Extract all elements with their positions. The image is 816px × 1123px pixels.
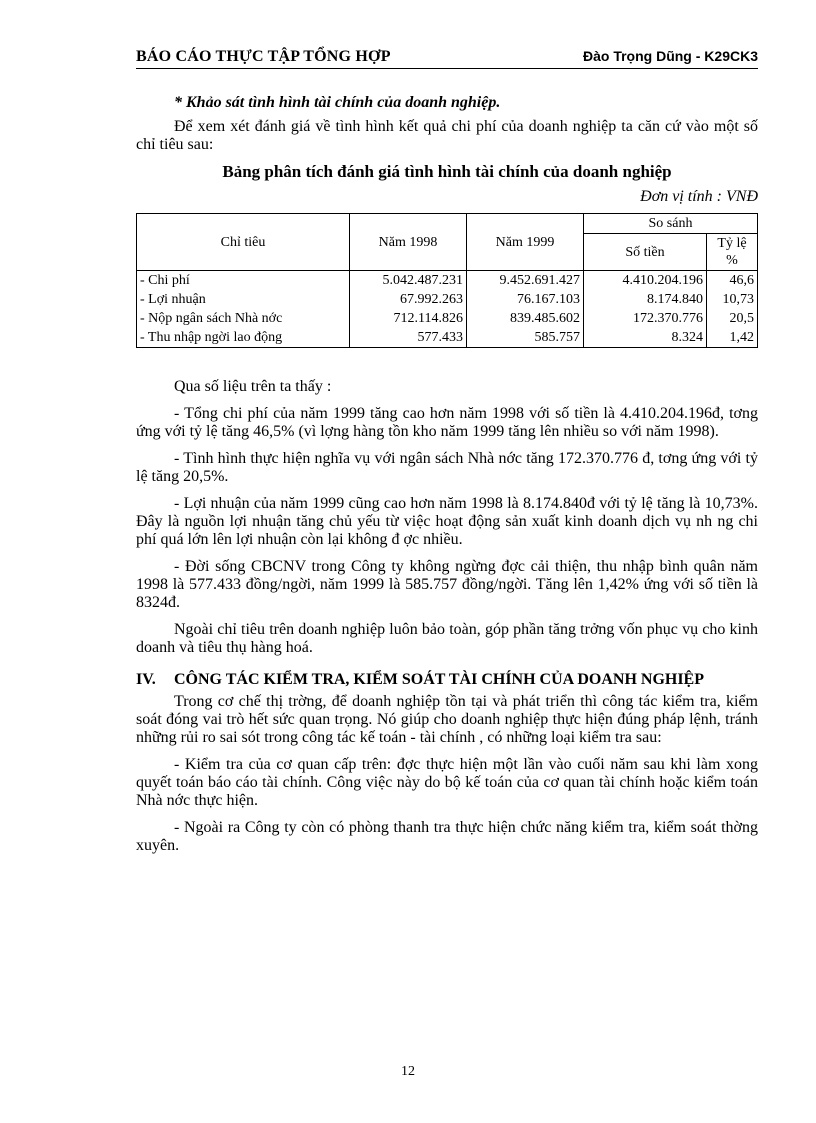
page-content [136, 94, 758, 864]
paragraph: - Lợi nhuận của năm 1999 cũng cao hơn năm 1998 là 8.174.840đ với tỷ lệ tăng là 10,73%. Đây là nguồn lợi nhuận tăng chủ yếu từ việc hoạt động sản xuất kinh doanh dịch vụ nh ng chi phí quá lớn lên lợi nhuận còn lại không đ ợc nhiều. [136, 495, 758, 548]
row-label: - Nộp ngân sách Nhà nớc [137, 309, 350, 328]
page-number: 12 [401, 1064, 415, 1079]
page-header [136, 46, 758, 69]
header-1999: Năm 1999 [467, 214, 584, 271]
value-ratio: 46,6 [707, 271, 758, 291]
value-amount: 8.174.840 [584, 290, 707, 309]
table-row [137, 290, 758, 309]
section-iv-title: CÔNG TÁC KIỂM TRA, KIỂM SOÁT TÀI CHÍNH CỦA DOANH NGHIỆP [174, 671, 704, 688]
report-title: BÁO CÁO THỰC TẬP TỔNG HỢP [136, 48, 391, 65]
value-ratio: 20,5 [707, 309, 758, 328]
header-amount: Số tiền [584, 234, 707, 271]
value-1999: 585.757 [467, 328, 584, 348]
table-title: Bảng phân tích đánh giá tình hình tài chính của doanh nghiệp [222, 162, 672, 181]
section-title: * Khảo sát tình hình tài chính của doanh nghiệp. [174, 94, 501, 111]
row-label: - Thu nhập ngời lao động [137, 328, 350, 348]
header-ratio: Tỷ lệ % [707, 234, 758, 271]
value-amount: 172.370.776 [584, 309, 707, 328]
paragraph: Trong cơ chế thị trờng, để doanh nghiệp tồn tại và phát triển thì công tác kiểm tra, kiểm soát đóng vai trò hết sức quan trọng. Nó giúp cho doanh nghiệp thực hiện đúng pháp lệnh, tránh những rủi ro sai sót trong công tác kế toán - tài chính , có những loại kiểm tra sau: [136, 693, 758, 746]
intro-paragraph: Để xem xét đánh giá về tình hình kết quả chi phí của doanh nghiệp ta căn cứ vào một số chỉ tiêu sau: [136, 118, 758, 153]
row-label: - Chi phí [137, 271, 350, 291]
table-unit: Đơn vị tính : VNĐ [640, 188, 758, 205]
value-1999: 839.485.602 [467, 309, 584, 328]
author-name: Đào Trọng Dũng - K29CK3 [582, 48, 758, 64]
header-indicator: Chỉ tiêu [137, 214, 350, 271]
paragraph: - Đời sống CBCNV trong Công ty không ngừng đợc cải thiện, thu nhập bình quân năm 1998 là 577.433 đồng/ngời, năm 1999 là 585.757 đồng/ngời. Tăng lên 1,42% ứng với số tiền là 8324đ. [136, 558, 758, 611]
value-ratio: 10,73 [707, 290, 758, 309]
paragraph: Qua số liệu trên ta thấy : [174, 378, 332, 395]
table-row [137, 328, 758, 348]
section-iv-number: IV. [136, 671, 156, 688]
section-iv-heading [136, 671, 758, 689]
table-row [137, 271, 758, 291]
paragraph: - Kiểm tra của cơ quan cấp trên: đợc thực hiện một lần vào cuối năm sau khi làm xong quyết toán báo cáo tài chính. Công việc này do bộ kế toán của cơ quan tài chính hoặc kiểm toán Nhà nớc thực hiện. [136, 756, 758, 809]
header-compare: So sánh [584, 214, 758, 234]
value-1999: 76.167.103 [467, 290, 584, 309]
paragraph: - Tổng chi phí của năm 1999 tăng cao hơn năm 1998 với số tiền là 4.410.204.196đ, tơng ứng với tỷ lệ tăng 46,5% (vì lợng hàng tồn kho năm 1999 tăng lên nhiều so với năm 1998). [136, 405, 758, 440]
value-ratio: 1,42 [707, 328, 758, 348]
table-row [137, 309, 758, 328]
value-1998: 5.042.487.231 [350, 271, 467, 291]
row-label: - Lợi nhuận [137, 290, 350, 309]
paragraph: - Tình hình thực hiện nghĩa vụ với ngân sách Nhà nớc tăng 172.370.776 đ, tơng ứng với tỷ lệ tăng 20,5%. [136, 450, 758, 485]
value-amount: 4.410.204.196 [584, 271, 707, 291]
value-1998: 712.114.826 [350, 309, 467, 328]
paragraph: - Ngoài ra Công ty còn có phòng thanh tra thực hiện chức năng kiểm tra, kiểm soát thờng xuyên. [136, 819, 758, 854]
financial-table [136, 213, 758, 348]
value-amount: 8.324 [584, 328, 707, 348]
value-1998: 67.992.263 [350, 290, 467, 309]
value-1999: 9.452.691.427 [467, 271, 584, 291]
header-1998: Năm 1998 [350, 214, 467, 271]
paragraph: Ngoài chỉ tiêu trên doanh nghiệp luôn bảo toàn, góp phần tăng trởng vốn phục vụ cho kinh doanh và tiêu thụ hàng hoá. [136, 621, 758, 656]
value-1998: 577.433 [350, 328, 467, 348]
